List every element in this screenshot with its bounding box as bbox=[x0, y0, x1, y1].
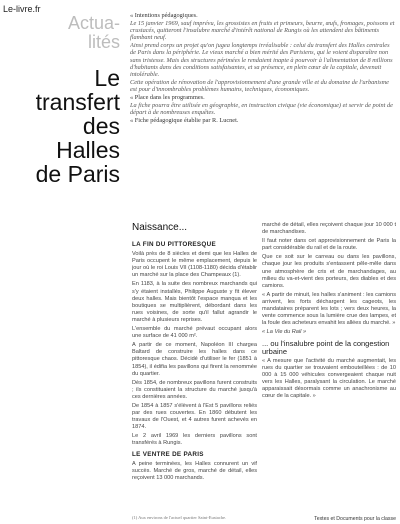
title-line: Le bbox=[94, 65, 120, 91]
intro-paragraph: « Place dans les programmes. bbox=[130, 94, 205, 102]
body-paragraph: De 1854 à 1857 s'élèvent à l'Est 5 pavillons reliés par des rues couvertes. En 1860 débutent les travaux de l'Ouest, et 4 autres furent achevés en 1874. bbox=[132, 402, 257, 431]
quote-paragraph: « A mesure que l'activité du marché augmentait, les rues du quartier se trouvaient embouteillées : de 10 000 à 15 000 véhicules convergeaient chaque nuit vers les Halles, paralysant la circulation. Le marché apparaissait désormais comme un anachronisme au cœur de la capitale. » bbox=[262, 357, 396, 400]
section-subheading: ... ou l'insalubre point de la congestion urbaine bbox=[262, 339, 390, 356]
footnote: (1) Aux environs de l'actuel quartier Saint-Eustache. bbox=[132, 515, 227, 520]
body-paragraph: A peine terminées, les Halles connurent un vif succès. Marché de gros, marché de détail, elles reçoivent 13 000 marchands. bbox=[132, 460, 257, 481]
text-column-right bbox=[262, 222, 396, 402]
intro-box bbox=[130, 12, 396, 125]
intro-paragraph: « Fiche pédagogique établie par R. Lucnet. bbox=[130, 117, 239, 125]
body-paragraph: En 1183, à la suite des nombreux marchands qui s'y étaient installés, Philippe Auguste y fit élever deux halles. Mais bientôt l'espace manqua et les boutiques se multiplièrent, débordant dans les rues voisines, de sorte qu'il fallut agrandir le marché à plusieurs reprises. bbox=[132, 281, 257, 323]
body-paragraph: L'ensemble du marché prévaut occupant alors une surface de 41 000 m². bbox=[132, 326, 257, 340]
rubric-line: lités bbox=[87, 32, 120, 52]
body-paragraph: Que ce soit sur le carreau ou dans les pavillons, chaque jour les produits s'entassent pêle-mêle dans une atmosphère de cris et de marchandages, au milieu du va-et-vient des porteurs, des diables et des camions. bbox=[262, 254, 396, 289]
title-line: transfert bbox=[35, 89, 120, 115]
body-paragraph: Voilà près de 8 siècles et demi que les Halles de Paris occupent le même emplacement, depuis le jour où le roi Louis VII (1108-1180) décida d'établir un marché sur la place des Champeaux (1). bbox=[132, 251, 257, 279]
site-watermark: Le-livre.fr bbox=[3, 4, 41, 14]
title-line: de Paris bbox=[35, 161, 120, 187]
title-line: Halles bbox=[56, 137, 120, 163]
body-paragraph: Il faut noter dans cet approvisionnement de Paris la part considérable du rail et de la route. bbox=[262, 238, 396, 252]
text-column-left bbox=[132, 238, 257, 484]
intro-paragraph: Cette opération de rénovation de l'approvisionnement d'une grande ville et du domaine de l'urbanisme est pour d'innombrables problèmes humains, techniques, économiques. bbox=[130, 79, 389, 94]
section-heading: LA FIN DU PITTORESQUE bbox=[132, 241, 216, 248]
article-title bbox=[2, 66, 120, 186]
body-paragraph: Le 2 avril 1969 les derniers pavillons sont transférés à Rungis. bbox=[132, 433, 257, 447]
section-title: Naissance... bbox=[132, 222, 188, 233]
section-heading: LE VENTRE DE PARIS bbox=[132, 450, 204, 458]
quote-attribution: « La Vie du Rail » bbox=[262, 329, 307, 336]
body-paragraph: A partir de ce moment, Napoléon III chargea Baltard de construire les halles dans ce pittoresque chaos. Décidé d'utiliser le fer (1851 à 1854), il édifia les pavillons qui firent la renommée du quartier. bbox=[132, 342, 257, 377]
publication-footer: Textes et Documents pour la classe bbox=[314, 516, 396, 522]
intro-paragraph: « Intentions pédagogiques. bbox=[130, 12, 198, 19]
intro-paragraph: Le 15 janvier 1969, sauf imprévu, les grossistes en fruits et primeurs, beurre, œufs, fromages, poissons et crustacés, quitteront l'insalubre marché d'intérêt national de Rungis où les attendent des bâtiments flambant neuf. bbox=[130, 19, 395, 42]
rubric-label bbox=[60, 14, 120, 52]
rubric-line: Actua- bbox=[67, 13, 120, 33]
body-paragraph: Dès 1854, de nombreux pavillons furent construits ; ils constituaient la structure du marché jusqu'à ces dernières années. bbox=[132, 379, 257, 400]
intro-paragraph: Ainsi prend corps un projet qu'on jugea longtemps irréalisable : celui du transfert des Halles centrales de Paris dans la périphérie. Le vieux marché a bien mérité des Parisiens, qui le voient disparaître non sans tristesse. Mais des structures périmées le rendaient inapte à pourvoir à l'alimentation de 8 millions d'habitants dans des conditions satisfaisantes, et sa présence, en plein cœur de la capitale, devenait intolérable. bbox=[130, 42, 393, 79]
intro-paragraph: La fiche pourra être utilisée en géographie, en instruction civique (vie économique) et servir de point de départ à de nombreuses enquêtes. bbox=[130, 102, 393, 117]
title-line: des bbox=[82, 113, 120, 139]
body-paragraph: marché de détail, elles reçoivent chaque jour 10 000 t de marchandises. bbox=[262, 222, 396, 236]
quote-paragraph: « A partir de minuit, les halles s'animent : les camions arrivent, les forts déchargent les cageots, les mandataires préparent les lots ; vers deux heures, la vente commence sous la lumière crue des lampes, et la foule des acheteurs envahit les allées du marché. » bbox=[262, 291, 396, 327]
